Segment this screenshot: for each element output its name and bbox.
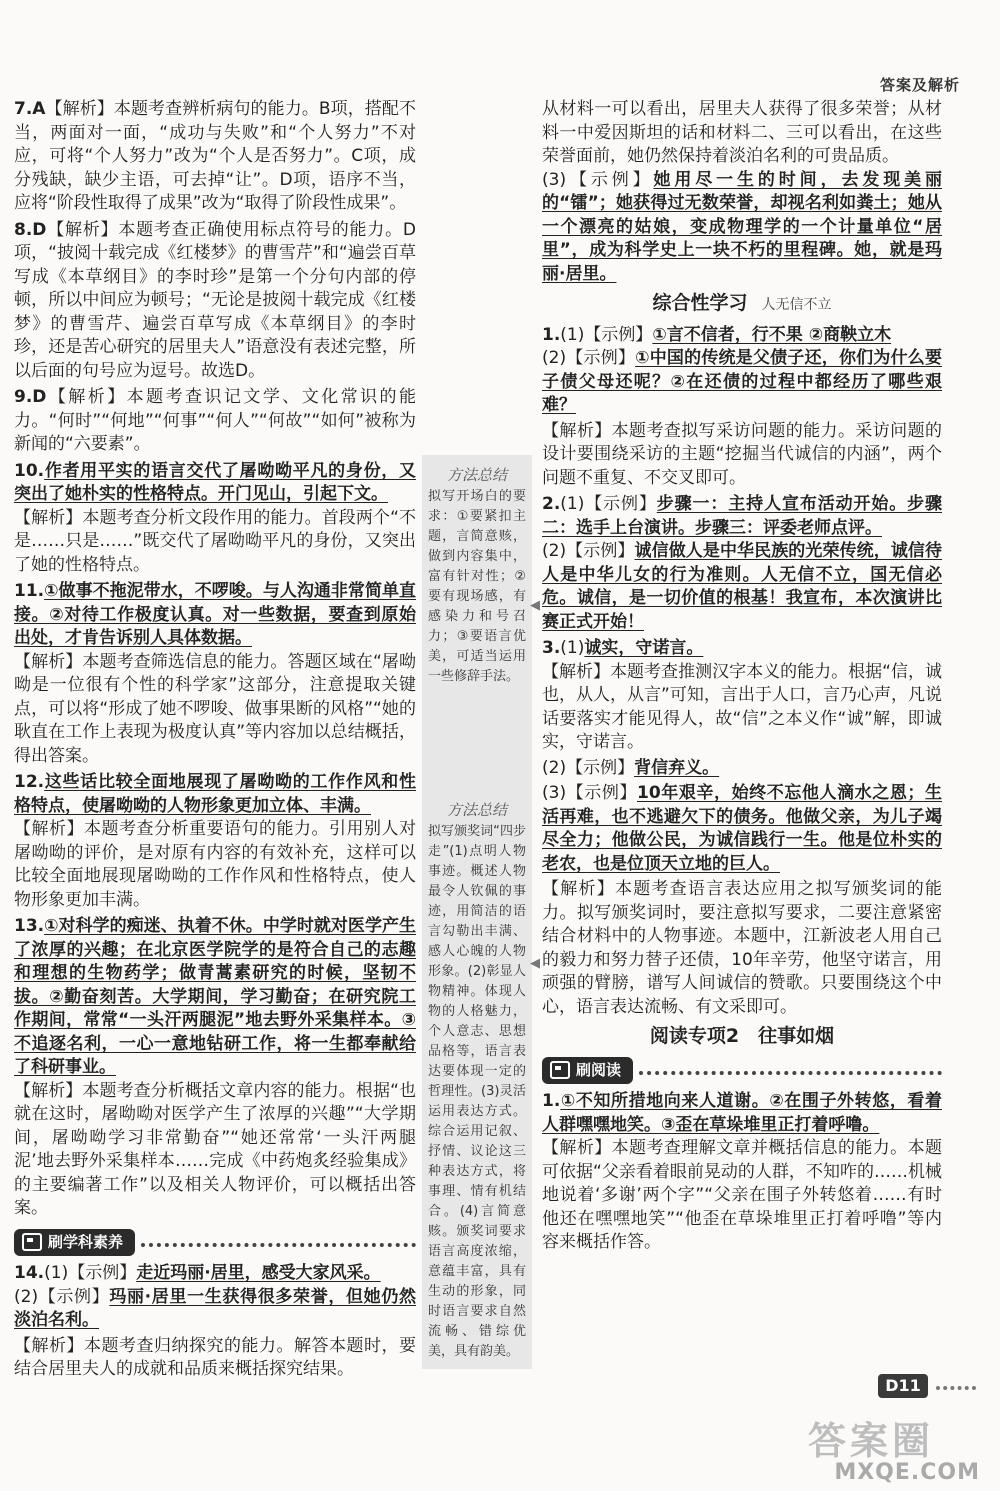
method-sidebar (422, 455, 532, 1369)
item-label: (1)【示例】 (560, 494, 657, 514)
item-analysis: 【解析】本题考查语言表达应用之拟写颁奖词的能力。拟写颁奖词时，要注意拟写要求，二要注意紧密结合材料中的人物事迹。本题中，江新波老人用自己的毅力和努力替子还债，10年辛劳，他坚守诺言，用顽强的臂膀，谱写人间诚信的赞歌。只要围绕这个中心，语言表达流畅、有文采即可。 (542, 879, 942, 1017)
item-label: (2)【示例】 (542, 348, 636, 368)
answer-item (14, 915, 416, 1221)
item-analysis: 【解析】本题考查归纳探究的能力。解答本题时，要结合居里夫人的成就和品质来概括探究结果。 (14, 1335, 416, 1379)
item-answer: 诚信做人是中华民族的光荣传统，诚信待人是中华儿女的行为准则。人无信不立，国无信必危。诚信，是一切价值的根基！我宣布，本次演讲比赛正式开始！ (542, 541, 942, 632)
item-answer: ①不知所措地向来人道谢。②在围子外转悠，看着人群嘿嘿地笑。③歪在草垛堆里正打着呼噜。 (542, 1091, 942, 1135)
item-analysis: 【解析】本题考查拟写采访问题的能力。采访问题的设计要围绕采访的主题“挖掘当代诚信的内涵”，两个问题不重复、不交叉即可。 (542, 420, 942, 488)
watermark-url: MXQE.COM (834, 1460, 980, 1485)
item-label: (2)【示例】 (542, 757, 635, 778)
item-analysis: 【解析】本题考查分析文段作用的能力。首段两个“不是……只是……”既交代了屠呦呦平凡的身份，又突出了她的性格特点。 (14, 507, 416, 575)
item-sub (542, 540, 942, 634)
item-number: 11. (14, 581, 45, 601)
method-box-1 (428, 465, 526, 687)
item-analysis: 【解析】本题考查识记文学、文化常识的能力。“何时”“何地”“何事”“何人”“何故”“如何”被称为新闻的“六要素”。 (14, 387, 416, 454)
answer-item-r2 (542, 493, 942, 634)
answer-item-r4 (542, 1090, 942, 1255)
item-number: 1. (542, 1091, 561, 1111)
answer-item-r1 (542, 324, 942, 491)
item-number: 7.A (14, 99, 46, 119)
dotted-divider (141, 1237, 416, 1247)
left-column (14, 98, 416, 1385)
item-label: (1)【示例】 (44, 1263, 137, 1283)
item-answer: 她用尽一生的时间，去发现美丽的“镭”；她获得过无数荣誉，却视名利如粪土；她从一个漂亮的姑娘，变成物理学的一个计量单位“居里”，成为科学史上一块不朽的里程碑。她，就是玛丽·居里。 (542, 169, 942, 284)
method-box-2 (428, 800, 526, 1362)
item-analysis: 【解析】本题考查分析概括文章内容的能力。根据“也就在这时，屠呦呦对医学产生了浓厚的兴趣”“大学期间，屠呦呦学习非常勤奋”“她还常常‘一头汗两腿泥’地去野外采集样本……完成《中药炮炙经验集成》的主要编著工作”以及相关人物评价，可以概括出答案。 (14, 1080, 416, 1218)
item-number: 14. (14, 1263, 45, 1283)
answer-item-r3 (542, 637, 942, 1019)
item-analysis: 【解析】本题考查辨析病句的能力。B项，搭配不当，两面对一面，“成功与失败”和“个人努力”不对应，可将“个人努力”改为“个人是否努力”。C项，成分残缺，缺少主语，可去掉“让”。D项，语序不当，应将“阶段性取得了成果”改为“取得了阶段性成果”。 (14, 99, 416, 213)
section-header: 答案及解析 (879, 76, 960, 94)
item-label: (1) (560, 638, 585, 658)
answer-item (14, 98, 416, 216)
item-answer: ①对科学的痴迷、执着不休。中学时就对医学产生了浓厚的兴趣；在北京医学院学的是符合自己的志趣和理想的生物药学；做青蒿素研究的时候，坚韧不拔。②勤奋刻苦。大学期间，学习勤奋；在研究院工作期间，常常“一头汗两腿泥”地去野外采集样本。③不追逐名利，一心一意地钻研工作，将一生都奉献给了科研事业。 (14, 916, 416, 1077)
item-sub (542, 782, 942, 876)
answer-item (14, 386, 416, 457)
section-title: 综合性学习 (652, 292, 748, 314)
answer-item (14, 580, 416, 768)
answer-item-14 (14, 1262, 416, 1382)
method-box-text: 拟写开场白的要求：①要紧扣主题，言简意赅，做到内容集中，富有针对性；②要有现场感，有感染力和号召力；③要语言优美，可适当运用一些修辞手法。 (428, 489, 526, 684)
item-answer: 走近玛丽·居里，感受大家风采。 (136, 1263, 381, 1283)
item-analysis: 【解析】本题考查推测汉字本义的能力。根据“信，诚也，从人，从言”可知，言出于人口，言乃心声，凡说话要落实才能见得人，故“信”之本义作“诚”解，即诚实，守诺言。 (542, 661, 942, 752)
section-subtitle: 人无信不立 (761, 297, 832, 313)
item-label: (3)【示例】 (542, 783, 637, 803)
item-answer: 10年艰辛，始终不忘他人滴水之恩；生活再难，也不逃避欠下的债务。他做父亲，为儿子竭尽全力；他做公民，为诚信践行一生。他是位朴实的老农，也是位顶天立地的巨人。 (542, 783, 942, 874)
right-column (542, 98, 942, 1258)
item-answer: 背信弃义。 (634, 757, 720, 778)
item-number: 9.D (14, 387, 47, 407)
strip-left-wrap (14, 1229, 416, 1257)
item-sub (14, 1286, 416, 1333)
item-number: 2. (542, 494, 561, 514)
item-number: 8.D (14, 219, 47, 240)
method-box-title: 方法总结 (446, 466, 507, 484)
item-label: (2)【示例】 (542, 541, 635, 561)
answer-item (14, 219, 416, 384)
item-answer: 作者用平实的语言交代了屠呦呦平凡的身份，又突出了她朴实的性格特点。开门见山，引起下文。 (14, 460, 416, 504)
item-answer: 玛丽·居里一生获得很多荣誉，但她仍然淡泊名利。 (14, 1286, 416, 1330)
answer-item (14, 460, 416, 578)
strip-right (542, 1057, 633, 1085)
section-title-2: 阅读专项2 往事如烟 (649, 1025, 835, 1047)
item-number: 3. (542, 638, 561, 658)
dotted-divider (639, 1065, 942, 1075)
item-analysis: 【解析】本题考查筛选信息的能力。答题区域在“屠呦呦是一位很有个性的科学家”这部分，注意提取关键点，可以将“形成了她不啰唆、做事果断的风格”“她的耿直在工作上表现为极度认真”等内容加以总结概括，得出答案。 (14, 651, 416, 766)
item-answer: ①中国的传统是父债子还，你们为什么要子债父母还呢？②在还债的过程中都经历了哪些艰难？ (542, 348, 942, 415)
item-number: 12. (14, 772, 45, 792)
item-number: 13. (14, 916, 45, 936)
book-icon (550, 1061, 570, 1079)
method-box-text: 拟写颁奖词“四步走”(1)点明人物事迹。概述人物最令人钦佩的事迹，用简洁的语言勾勒出丰满、感人心魄的人物形象。(2)彰显人物精神。体现人物的人格魅力，个人意志、思想品格等，语言表达要体现一定的哲理性。(3)灵活运用表达方式。综合运用记叙、抒情、议论这三种表达方式，将事理、情有机结合。(4)言简意赅。颁奖词要求语言高度浓缩，意蕴丰富，具有生动的形象，同时语言要求自然流畅、错综优美，具有韵美。 (428, 824, 526, 1359)
item-answer: 这些话比较全面地展现了屠呦呦的工作作风和性格特点，使屠呦呦的人物形象更加立体、丰满。 (14, 772, 416, 816)
item-label: (2)【示例】 (14, 1286, 110, 1307)
item-label: (1)【示例】 (560, 324, 653, 345)
item-sub (542, 347, 942, 418)
arrow-left-icon: ◀ (530, 598, 540, 613)
item-answer: ①做事不拖泥带水，不啰唆。与人沟通非常简单直接。②对待工作极度认真。对一些数据，要查到原始出处，才肯告诉别人具体数据。 (14, 581, 416, 648)
continued-answer (542, 98, 942, 286)
book-icon (22, 1233, 42, 1251)
strip-right-label: 刷阅读 (576, 1060, 622, 1079)
left-items (14, 98, 416, 1221)
item-label: (3)【示例】 (542, 169, 654, 190)
strip-right-wrap (542, 1057, 942, 1085)
strip-left (14, 1229, 135, 1257)
answer-item (14, 771, 416, 912)
arrow-left-icon: ◀ (530, 956, 540, 971)
item-answer: 诚实，守诺言。 (584, 638, 704, 658)
watermark-logo: 答案圈 (808, 1419, 935, 1463)
page-dots (936, 1378, 976, 1390)
item-sub (542, 757, 942, 781)
item-answer: 步骤一：主持人宣布活动开始。步骤二：选手上台演讲。步骤三：评委老师点评。 (542, 494, 942, 538)
item-analysis: 从材料一可以看出，居里夫人获得了很多荣誉；从材料一中爱因斯坦的话和材料二、三可以看出，在这些荣誉面前，她仍然保持着淡泊名利的可贵品质。 (542, 99, 942, 166)
item-number: 10. (14, 460, 45, 481)
item-analysis: 【解析】本题考查正确使用标点符号的能力。D项，“披阅十载完成《红楼梦》的曹雪芹”和“遍尝百草写成《本草纲目》的李时珍”是第一个分句内部的停顿，所以中间应为顿号；“无论是披阅十载完成《红楼梦》的曹雪芹、遍尝百草写成《本草纲目》的李时珍，还是苦心研究的居里夫人”语意没有表述完整，所以后面的句号应为逗号。故选D。 (14, 219, 416, 381)
item-analysis: 【解析】本题考查分析重要语句的能力。引用别人对屠呦呦的评价，是对原有内容的有效补充，这样可以比较全面地展现屠呦呦的工作作风和性格特点，使人物形象更加丰满。 (14, 819, 416, 910)
item-answer: ①言不信者，行不果 ②商鞅立木 (652, 324, 892, 345)
page-number: D11 (878, 1374, 928, 1398)
method-box-title: 方法总结 (446, 801, 507, 819)
strip-left-label: 刷学科素养 (48, 1232, 124, 1251)
item-analysis: 【解析】本题考查理解文章并概括信息的能力。本题可依据“父亲看着眼前晃动的人群，不知咋的……机械地说着‘多谢’两个字”“父亲在围子外转悠着……有时他还在嘿嘿地笑”“他歪在草垛堆里正打着呼噜”等内容来概括作答。 (542, 1138, 942, 1252)
section-title-1 (542, 292, 942, 318)
item-sub (542, 169, 942, 287)
item-number: 1. (542, 324, 561, 345)
